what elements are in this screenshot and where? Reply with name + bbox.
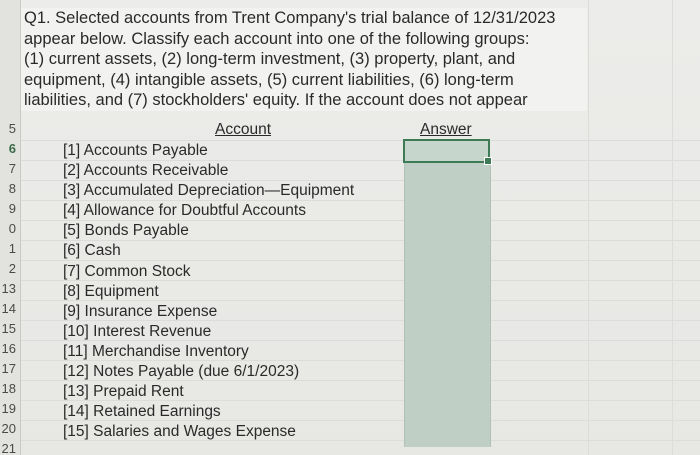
account-list bbox=[63, 141, 354, 442]
account-item: [2] Accounts Receivable bbox=[63, 162, 229, 180]
account-item: [11] Merchandise Inventory bbox=[63, 342, 249, 360]
row-number[interactable]: 2 bbox=[8, 261, 16, 276]
question-line: Q1. Selected accounts from Trent Company's trial balance of 12/31/2023 bbox=[24, 9, 556, 27]
fill-handle[interactable] bbox=[484, 157, 492, 165]
row-number[interactable]: 13 bbox=[1, 281, 16, 296]
row-number[interactable]: 7 bbox=[8, 161, 16, 176]
grid-col-line bbox=[588, 0, 589, 455]
question-line: appear below. Classify each account into one of the following groups: bbox=[24, 29, 530, 48]
row-number[interactable]: 5 bbox=[8, 121, 16, 136]
account-item: [1] Accounts Payable bbox=[63, 142, 208, 159]
row-number[interactable]: 21 bbox=[1, 441, 16, 455]
row-number[interactable]: 1 bbox=[8, 241, 16, 256]
account-item: [5] Bonds Payable bbox=[63, 222, 189, 240]
row-number[interactable]: 8 bbox=[8, 181, 16, 196]
account-item: [12] Notes Payable (due 6/1/2023) bbox=[63, 363, 300, 381]
grid-col-line bbox=[672, 0, 673, 455]
question-line: liabilities, and (7) stockholders' equity. If the account does not appear bbox=[24, 91, 528, 109]
row-number[interactable]: 18 bbox=[1, 381, 16, 396]
question-line: (1) current assets, (2) long-term investment, (3) property, plant, and bbox=[24, 50, 516, 68]
account-item: [4] Allowance for Doubtful Accounts bbox=[63, 202, 306, 220]
account-item: [3] Accumulated Depreciation—Equipment bbox=[63, 182, 355, 200]
account-item: [10] Interest Revenue bbox=[63, 322, 212, 340]
row-number[interactable]: 17 bbox=[1, 361, 16, 376]
row-number[interactable]: 14 bbox=[1, 301, 16, 316]
account-item: [9] Insurance Expense bbox=[63, 302, 218, 320]
question-line: equipment, (4) intangible assets, (5) current liabilities, (6) long-term bbox=[24, 70, 514, 89]
row-number-selected[interactable]: 6 bbox=[8, 141, 16, 156]
row-number[interactable]: 15 bbox=[1, 321, 16, 336]
account-item: [6] Cash bbox=[63, 242, 121, 260]
row-number[interactable]: 19 bbox=[1, 401, 16, 416]
row-number[interactable]: 0 bbox=[8, 221, 16, 236]
account-item: [14] Retained Earnings bbox=[63, 403, 221, 421]
answer-column-header: Answer bbox=[420, 121, 472, 138]
account-item: [15] Salaries and Wages Expense bbox=[63, 423, 296, 441]
answer-cells[interactable] bbox=[404, 162, 491, 447]
row-number[interactable]: 9 bbox=[8, 201, 16, 216]
account-item: [8] Equipment bbox=[63, 282, 159, 300]
row-number[interactable]: 16 bbox=[1, 341, 16, 356]
account-item: [7] Common Stock bbox=[63, 262, 191, 280]
account-column-header: Account bbox=[215, 121, 272, 138]
row-header-column bbox=[0, 0, 21, 455]
account-item: [13] Prepaid Rent bbox=[63, 383, 184, 401]
question-text bbox=[21, 8, 587, 111]
answer-input-cell[interactable] bbox=[403, 139, 490, 163]
row-number[interactable]: 20 bbox=[1, 421, 16, 436]
